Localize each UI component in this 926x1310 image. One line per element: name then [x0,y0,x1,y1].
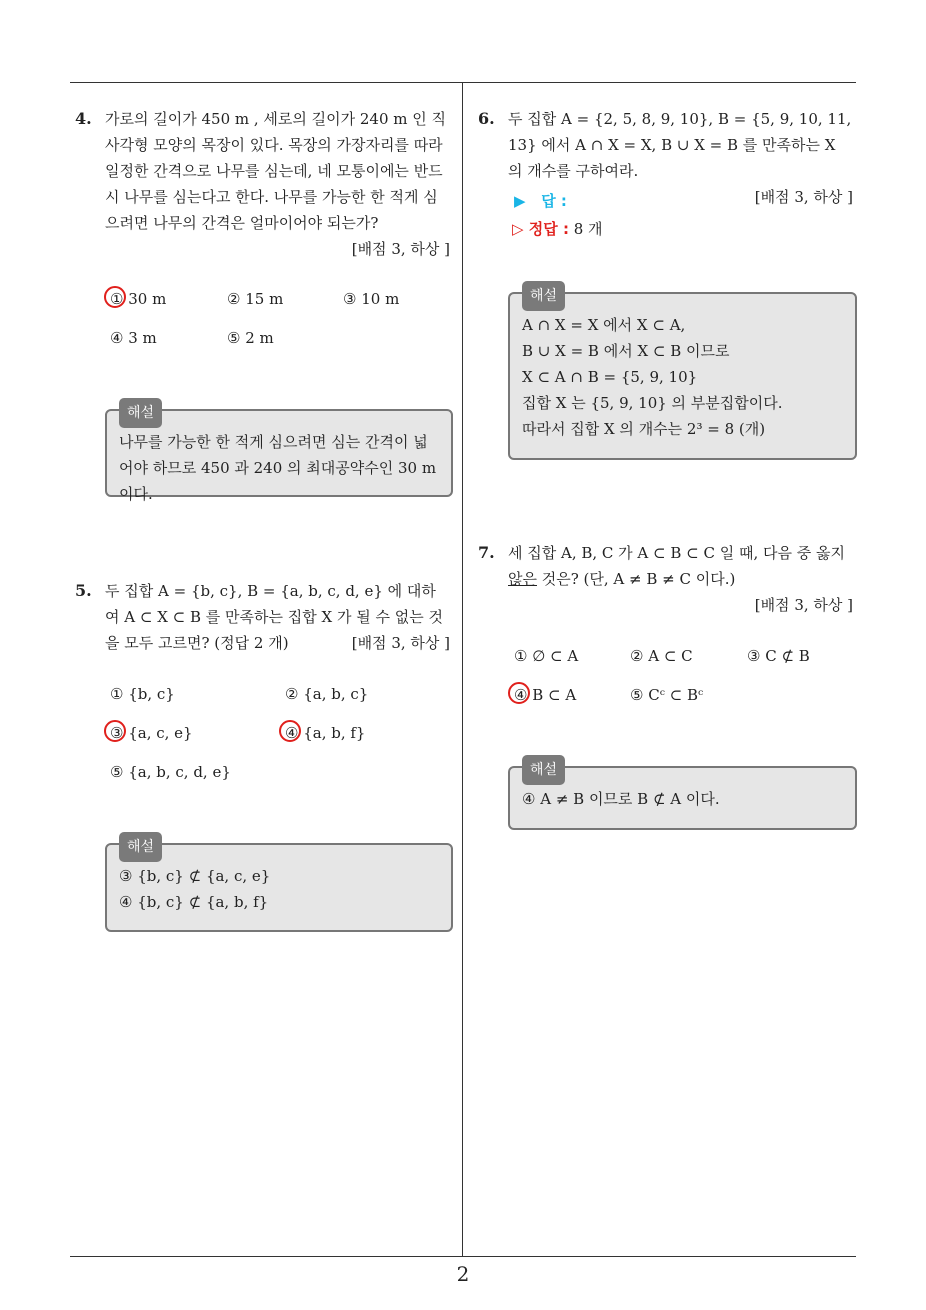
choice-1[interactable]: ① {b, c} [110,685,175,703]
explanation-box-4 [105,405,453,503]
question-number: 6. [478,109,495,128]
explanation-box-6 [508,288,857,460]
choice-2[interactable]: ② {a, b, c} [285,685,369,703]
top-rule [70,82,856,83]
question-meta: [배점 3, 하상 ] [754,188,853,206]
question-number: 7. [478,543,495,562]
explanation-box-5 [105,839,453,932]
page-number: 2 [456,1262,470,1286]
choice-3[interactable]: ③ 10 m [343,290,400,308]
choice-5[interactable]: ⑤ {a, b, c, d, e} [110,763,231,781]
question-meta: [배점 3, 하상 ] [351,240,450,258]
explanation-line: 집합 X 는 {5, 9, 10} 의 부분집합이다. [522,394,783,412]
explanation-line: ④ A ≠ B 이므로 B ⊄ A 이다. [522,790,720,808]
explanation-line: 나무를 가능한 한 적게 심으려면 심는 간격이 넓어야 하므로 450 과 240 의 최대공약수인 30 m 이다. [119,433,437,503]
choice-3[interactable]: ③ C ⊄ B [747,647,810,665]
choice-2[interactable]: ② 15 m [227,290,284,308]
explanation-line: A ∩ X = X 에서 X ⊂ A, [522,316,686,334]
explanation-tab: 해설 [522,755,565,785]
choice-5[interactable]: ⑤ 2 m [227,329,274,347]
question-text: 두 집합 A = {b, c}, B = {a, b, c, d, e} 에 대하여 A ⊂ X ⊂ B 를 만족하는 집합 X 가 될 수 없는 것을 모두 고르면? (정답 2 개) [105,582,443,652]
correct-answer [512,218,603,239]
correct-answer-label: ▷ 정답 : [512,220,569,238]
question-number: 4. [75,109,92,128]
explanation-line: X ⊂ A ∩ B = {5, 9, 10} [522,368,698,386]
explanation-line: ④ {b, c} ⊄ {a, b, f} [119,893,269,911]
choice-3[interactable]: ③ {a, c, e} [110,724,193,742]
explanation-line: 따라서 집합 X 의 개수는 2³ = 8 (개) [522,420,766,438]
choice-1[interactable]: ① ∅ ⊂ A [514,647,579,665]
column-divider [462,83,463,1257]
explanation-line: ③ {b, c} ⊄ {a, c, e} [119,867,271,885]
answer-circle-mark [508,682,530,704]
explanation-tab: 해설 [119,832,162,862]
choice-5[interactable]: ⑤ Cᶜ ⊂ Bᶜ [630,686,704,704]
explanation-tab: 해설 [522,281,565,311]
question-4 [75,106,450,262]
answer-circle-mark [279,720,301,742]
question-meta: [배점 3, 하상 ] [300,630,450,656]
explanation-box-7 [508,762,857,830]
underlined-word: 않은 [508,570,537,588]
question-text: 가로의 길이가 450 m , 세로의 길이가 240 m 인 직사각형 모양의 목장이 있다. 목장의 가장자리를 따라 일정한 간격으로 나무를 심는데, 네 모퉁이에는 반드시 나무를 심는다고 한다. 나무를 가능한 한 적게 심으려면 나무의 간격은 얼마이어야 되는가? [105,110,447,232]
answer-label: ▶ 답 : [514,192,567,210]
choice-1[interactable]: ① 30 m [110,290,166,308]
question-7 [478,540,853,618]
answer-circle-mark [104,720,126,742]
question-meta: [배점 3, 하상 ] [754,596,853,614]
question-number: 5. [75,581,92,600]
question-text: 두 집합 A = {2, 5, 8, 9, 10}, B = {5, 9, 10, 11, 13} 에서 A ∩ X = X, B ∪ X = B 를 만족하는 X 의 개수를 구하여라. [508,110,852,180]
explanation-tab: 해설 [119,398,162,428]
explanation-line: B ∪ X = B 에서 X ⊂ B 이므로 [522,342,730,360]
choice-2[interactable]: ② A ⊂ C [630,647,693,665]
choice-4[interactable]: ④ B ⊂ A [514,686,576,704]
choice-4[interactable]: ④ {a, b, f} [285,724,365,742]
correct-answer-value: 8 개 [573,220,603,238]
question-text: 세 집합 A, B, C 가 A ⊂ B ⊂ C 일 때, 다음 중 옳지 않은 것은? (단, A ≠ B ≠ C 이다.) [508,544,846,588]
answer-circle-mark [104,286,126,308]
choice-4[interactable]: ④ 3 m [110,329,157,347]
bottom-rule [70,1256,856,1257]
